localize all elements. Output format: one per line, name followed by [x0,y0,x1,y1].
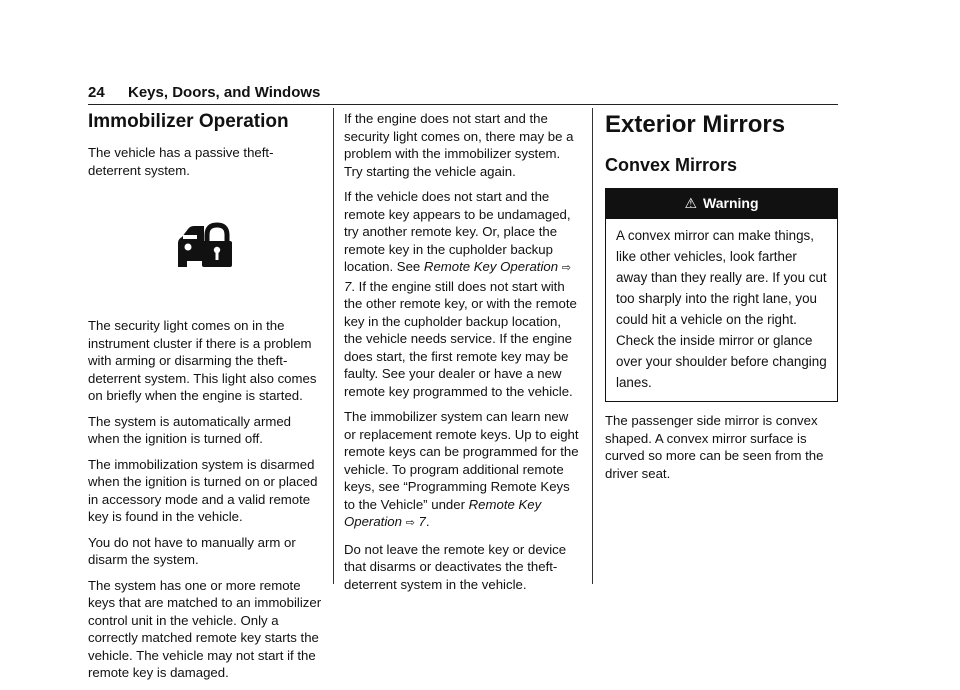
column-3 [605,110,838,490]
paragraph: The immobilizer system can learn new or replacement remote keys. Up to eight remote keys can be programmed for the vehicle. To program additional remote keys, see “Programming Remote Keys to the Vehicle” under Remote Key Operation ⇨ 7. [344,409,579,529]
paragraph: If the engine does not start and the security light comes on, there may be a problem with the immobilizer system. Try starting the vehicle again. [344,111,574,179]
page-ref-number[interactable]: 7 [418,514,426,529]
column-divider [592,108,593,584]
page-number: 24 [88,84,105,101]
paragraph: The passenger side mirror is convex shaped. A convex mirror surface is curved so more can be seen from the driver seat. [605,413,824,481]
paragraph: If the vehicle does not start and the remote key appears to be undamaged, try another remote key. Or, place the remote key in the cupholder backup location. See Remote Key Operation ⇨ 7. If the engine still does not start with the other remote key, or with the remote key in the cupholder backup location, the vehicle needs service. If the engine does start, the first remote key may be faulty. See your dealer or have a new remote key programmed to the vehicle. [344,189,577,399]
subsection-title-convex-mirrors: Convex Mirrors [605,155,738,175]
column-1 [88,110,324,690]
paragraph: The immobilization system is disarmed when the ignition is turned on or placed in accessory mode and a valid remote key is found in the vehicle. [88,456,318,524]
warning-body [606,219,837,401]
warning-header [606,189,837,219]
page-ref-arrow-icon: ⇨ [405,517,415,529]
warning-text: A convex mirror can make things, like other vehicles, look farther away than they really are. If you cut too sharply into the right lane, you could hit a vehicle on the right. Check the inside mirror or glance over your shoulder before changing lanes. [616,228,827,390]
security-light-figure [88,187,324,317]
warning-box [605,188,838,402]
paragraph: The security light comes on in the instrument cluster if there is a problem with arming or disarming the theft-deterrent system. This light also comes on briefly when the engine is started. [88,318,317,403]
warning-icon: ⚠ [684,195,698,212]
paragraph: The system is automatically armed when the ignition is turned off. [88,413,292,446]
paragraph: You do not have to manually arm or disarm the system. [88,534,296,567]
page-ref-number[interactable]: 7 [344,278,352,294]
paragraph: The system has one or more remote keys that are matched to an immobilizer control unit in the vehicle. Only a correctly matched remote key starts the vehicle. The vehicle may not start if the remote key is damaged. [88,577,322,680]
cross-reference-link[interactable]: Remote Key Operation [344,496,542,529]
security-lock-icon [174,221,234,273]
chapter-title: Keys, Doors, and Windows [128,84,321,101]
section-title-exterior-mirrors: Exterior Mirrors [605,111,786,138]
paragraph: Do not leave the remote key or device that disarms or deactivates the theft-deterrent system in the vehicle. [344,541,567,592]
intro-paragraph: The vehicle has a passive theft-deterrent system. [88,145,274,178]
column-2 [344,110,580,601]
page-ref-arrow-icon: ⇨ [561,262,571,274]
section-title-immobilizer: Immobilizer Operation [88,111,289,132]
cross-reference-link[interactable]: Remote Key Operation [423,259,559,274]
column-divider [333,108,334,584]
warning-label: Warning [703,195,759,212]
page-header [88,82,838,105]
